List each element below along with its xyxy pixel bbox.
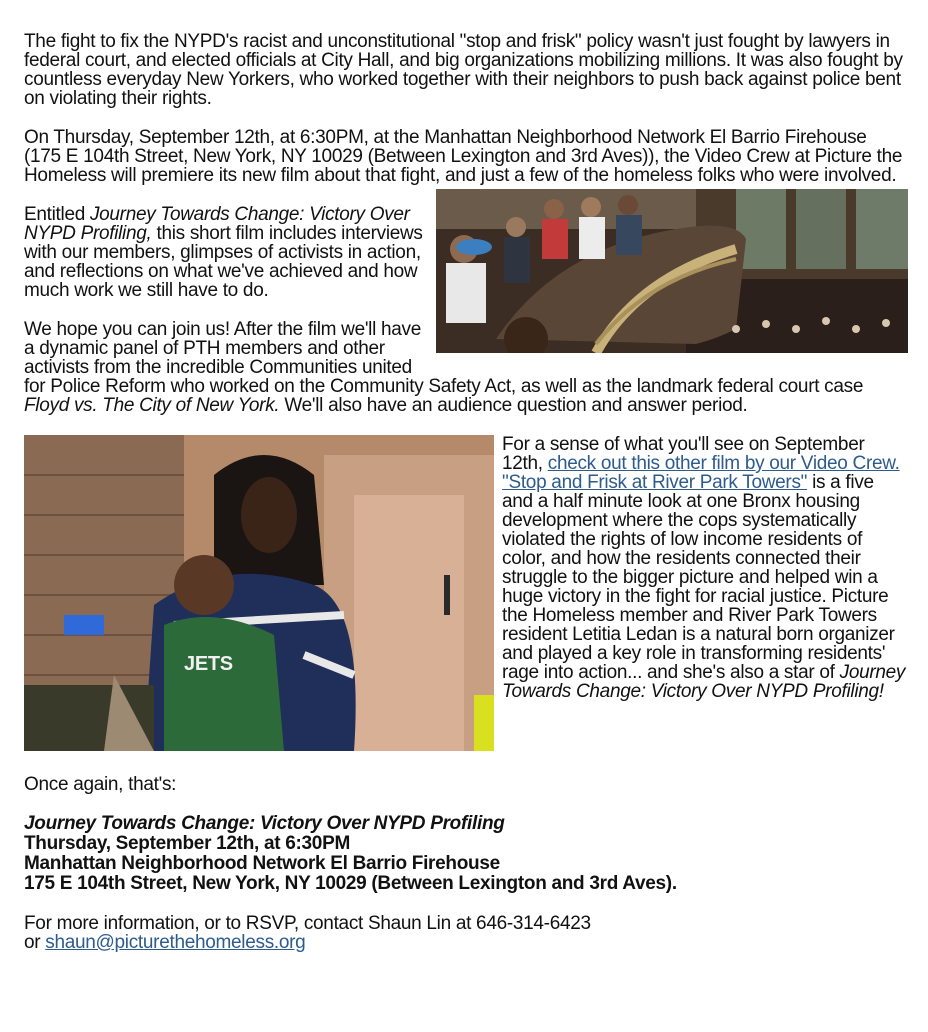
contact-or: or [24, 932, 46, 953]
event-when: Thursday, September 12th, at 6:30PM [24, 833, 350, 854]
court-case-title: Floyd vs. The City of New York. [24, 395, 280, 416]
flyer-document [24, 32, 908, 952]
event-details [24, 814, 908, 894]
event-where: Manhattan Neighborhood Network El Barrio Firehouse [24, 853, 500, 874]
film-suffix: this short film includes interviews with our members, glimpses of activists in action, and reflections on what we've achieved and how much work we still have to do. [24, 223, 423, 301]
river-middle: is a five and a half minute look at one Bronx housing development where the cops systematically violated the rights of low income residents of color, and how the residents connected their struggle to the bigger picture and helped win a huge victory in the fight for racial justice. Picture the Homeless member and River Park Towers resident Letitia Ledan is a natural born organizer and played a key role in transforming residents' rage into action... and she's also a star of [502, 472, 895, 683]
resident-illustration [24, 435, 494, 751]
film-title-inline: Journey Towards Change: Victory Over NYPD Profiling, [24, 204, 410, 244]
intro-paragraph: The fight to fix the NYPD's racist and unconstitutional "stop and frisk" policy wasn't just fought by lawyers in federal court, and elected officials at City Hall, and big organizations mobilizing millions. It was also fought by countless everyday New Yorkers, who worked together with their neighbors to push back against police bent on violating their rights. [24, 31, 903, 109]
svg-text:JETS: JETS [184, 653, 233, 675]
event-address: 175 E 104th Street, New York, NY 10029 (Between Lexington and 3rd Aves). [24, 873, 677, 894]
resident-with-child-photo [24, 435, 494, 751]
contact-email-line [24, 933, 908, 952]
film-prefix: Entitled [24, 204, 90, 225]
panel-suffix: We'll also have an audience question and answer period. [279, 395, 748, 416]
council-chamber-illustration [436, 189, 908, 353]
event-title: Journey Towards Change: Victory Over NYPD Profiling [24, 813, 505, 834]
river-park-film-link[interactable]: check out this other film by our Video Crew. "Stop and Frisk at River Park Towers" [502, 453, 900, 493]
river-prefix: For a sense of what you'll see on September 12th, [502, 434, 865, 474]
event-paragraph: On Thursday, September 12th, at 6:30PM, at the Manhattan Neighborhood Network El Barrio Firehouse (175 E 104th Street, New York, NY 10029 (Between Lexington and 3rd Aves)), the Video Crew at Picture the Homeless will premiere its new film about that fight, and just a few of the homeless folks who were involved. [24, 127, 903, 186]
contact-line: For more information, or to RSVP, contact Shaun Lin at 646-314-6423 [24, 913, 591, 934]
panel-prefix: We hope you can join us! After the film we'll have a dynamic panel of PTH members and other activists from the incredible Communities united for Police Reform who worked on the Community Safety Act, as well as the landmark federal court case [24, 319, 864, 397]
contact-block [24, 914, 908, 952]
once-again-line: Once again, that's: [24, 774, 177, 795]
email-link[interactable]: shaun@picturethehomeless.org [45, 932, 306, 953]
council-chamber-photo [436, 189, 908, 353]
river-film-title: Journey Towards Change: Victory Over NYPD Profiling! [502, 662, 906, 702]
